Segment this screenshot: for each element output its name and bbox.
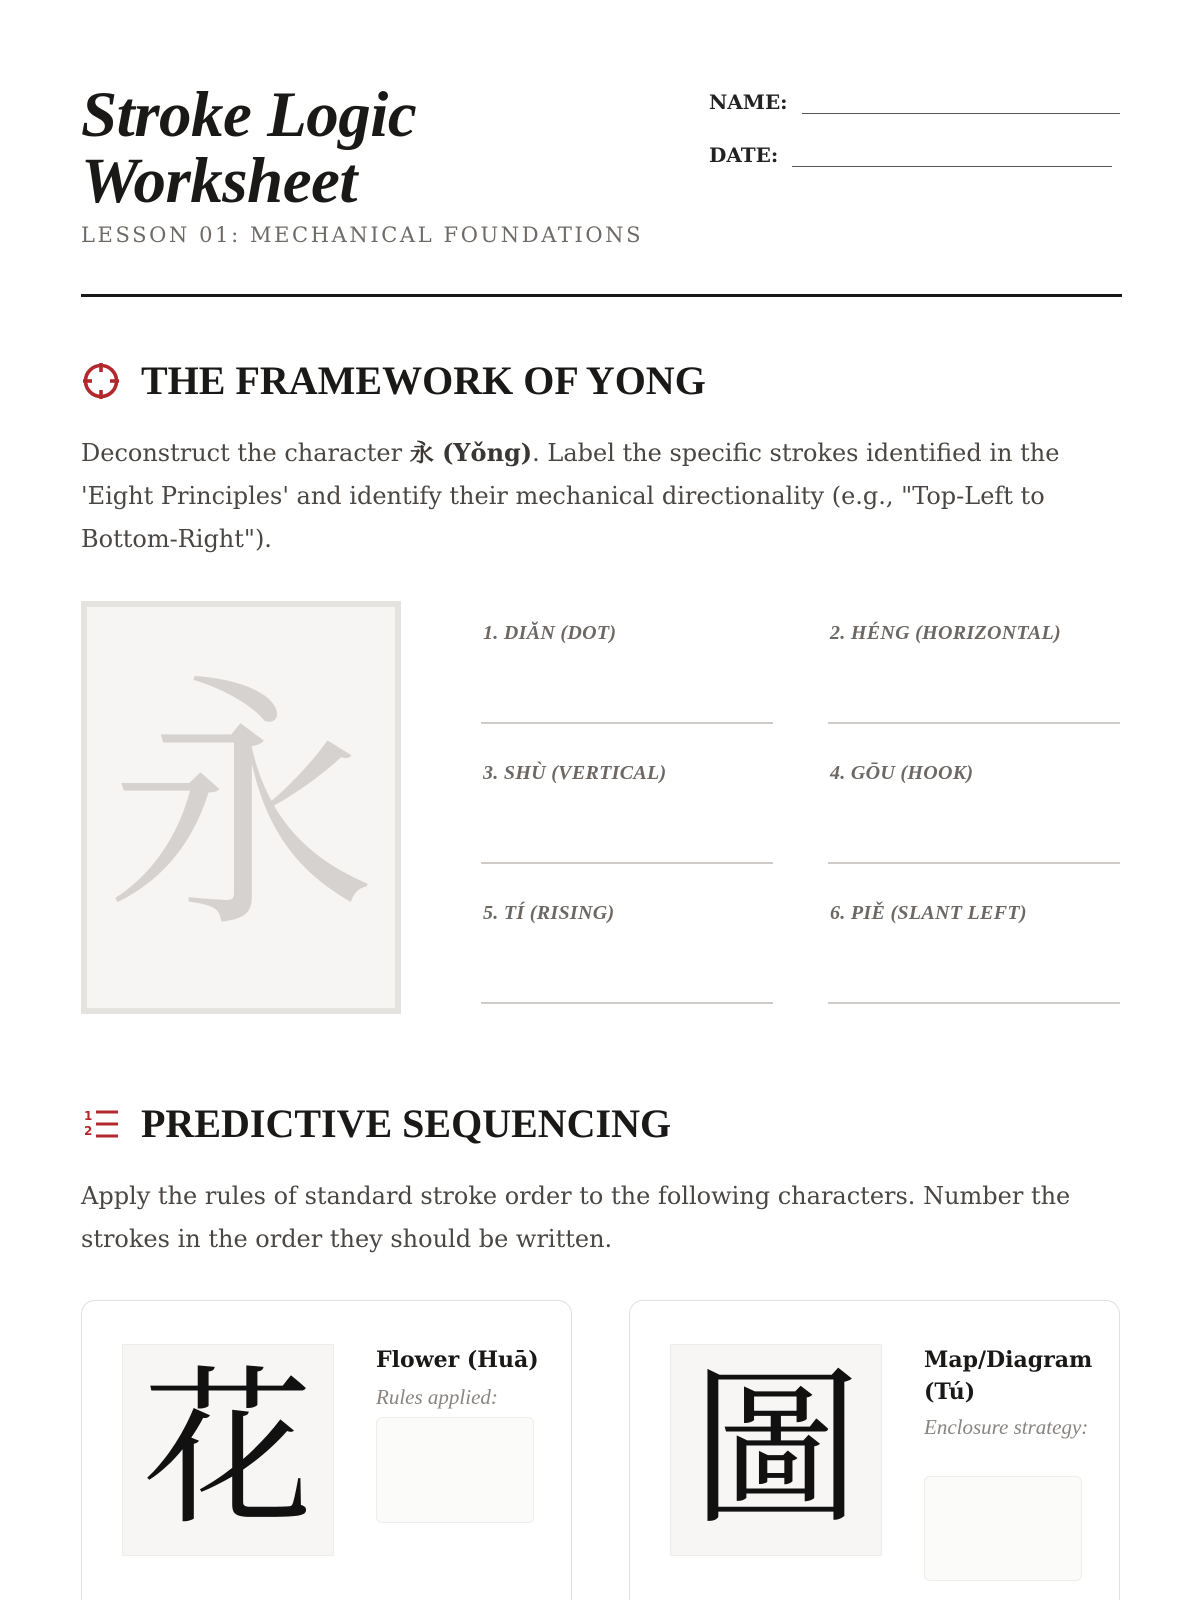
yong-character-box xyxy=(81,601,401,1014)
svg-text:2: 2 xyxy=(84,1123,93,1138)
header-divider xyxy=(81,294,1122,297)
numbered-list-icon xyxy=(81,1104,121,1144)
section-title: THE FRAMEWORK OF YONG xyxy=(141,358,706,403)
card-title: Map/Diagram (Tú) xyxy=(924,1347,1093,1405)
stroke-label-dian: 1. DIĂN (DOT) xyxy=(483,622,617,644)
character-tile xyxy=(122,1344,334,1556)
rules-answer-box[interactable] xyxy=(376,1417,534,1523)
character-card-hua xyxy=(81,1300,572,1600)
worksheet-title xyxy=(81,79,417,217)
svg-text:1: 1 xyxy=(84,1108,93,1123)
title-line-1: Stroke Logic xyxy=(81,79,417,151)
card-note: Enclosure strategy: xyxy=(924,1415,1089,1439)
character-tile xyxy=(670,1344,882,1556)
stroke-label-gou: 4. GŌU (HOOK) xyxy=(830,762,974,784)
date-label: DATE: xyxy=(709,143,779,167)
lesson-subtitle: LESSON 01: MECHANICAL FOUNDATIONS xyxy=(81,223,644,247)
stroke-answer-line-heng[interactable] xyxy=(828,722,1120,724)
instructions-text-end: . Label the specific strokes identified in the 'Eight Principles' and identify their mechanical directionality (e.g., "Top-Left to Bottom-Right"). xyxy=(81,439,1060,553)
stroke-label-heng: 2. HÉNG (HORIZONTAL) xyxy=(830,622,1061,644)
instructions-character-ref: 永 (Yǒng) xyxy=(409,438,533,467)
card-title: Flower (Huā) xyxy=(376,1347,539,1373)
instructions-text-start: Deconstruct the character xyxy=(81,439,410,467)
stroke-answer-line-gou[interactable] xyxy=(828,862,1120,864)
stroke-answer-line-pie[interactable] xyxy=(828,1002,1120,1004)
enclosure-answer-box[interactable] xyxy=(924,1476,1082,1581)
stroke-answer-line-dian[interactable] xyxy=(481,722,773,724)
crosshair-icon xyxy=(81,361,121,401)
yong-character: 永 xyxy=(106,649,376,965)
section-framework-heading xyxy=(81,357,706,404)
worksheet-page xyxy=(81,0,1122,1600)
practice-character: 花 xyxy=(142,1351,313,1549)
card-note: Rules applied: xyxy=(376,1385,498,1409)
stroke-label-shu: 3. SHÙ (VERTICAL) xyxy=(483,762,667,784)
title-line-2: Worksheet xyxy=(81,145,357,217)
practice-character: 圖 xyxy=(690,1351,861,1549)
section-sequencing-instructions: Apply the rules of standard stroke order to the following characters. Number the strokes in the order they should be written. xyxy=(81,1182,1071,1253)
stroke-answer-line-ti[interactable] xyxy=(481,1002,773,1004)
section-sequencing-heading xyxy=(81,1100,671,1147)
stroke-answer-line-shu[interactable] xyxy=(481,862,773,864)
date-line[interactable] xyxy=(792,141,1112,167)
name-label: NAME: xyxy=(709,90,788,114)
date-field xyxy=(709,141,1112,167)
stroke-label-ti: 5. TÍ (RISING) xyxy=(483,902,615,924)
section-title: PREDICTIVE SEQUENCING xyxy=(141,1101,672,1146)
stroke-label-pie: 6. PIĚ (SLANT LEFT) xyxy=(830,902,1027,924)
section-framework-instructions xyxy=(81,431,1122,561)
character-card-tu xyxy=(629,1300,1120,1600)
name-field xyxy=(709,88,1120,114)
name-line[interactable] xyxy=(802,88,1120,114)
